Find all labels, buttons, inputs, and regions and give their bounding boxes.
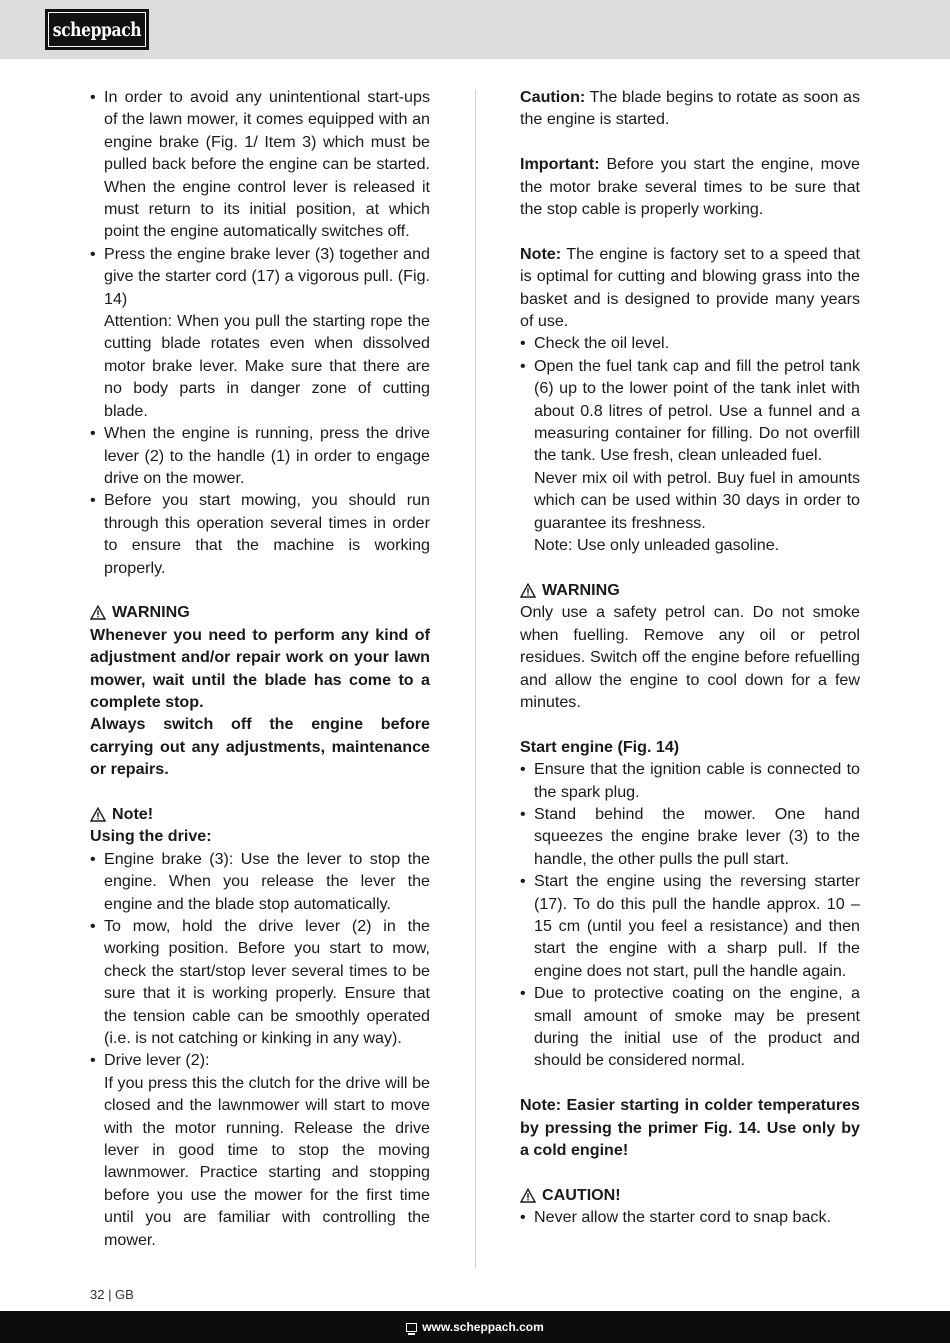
list-item: • Check the oil level. [520, 332, 860, 354]
section-heading: Using the drive: [90, 827, 212, 846]
caution-paragraph [520, 86, 860, 131]
list-item: • Engine brake (3): Use the lever to stop the engine. When you release the lever the engine and the blade stop automatically. [90, 848, 430, 915]
warning-heading [90, 601, 430, 623]
list-item: • Drive lever (2): [90, 1049, 430, 1071]
note-label: Note: [520, 244, 562, 263]
start-engine-list [520, 758, 860, 1072]
warning-triangle-icon [520, 583, 536, 598]
warning-text: Whenever you need to perform any kind of adjustment and/or repair work on your lawn mower, wait until the blade has come to a complete stop. [90, 625, 430, 711]
list-item: • Ensure that the ignition cable is connected to the spark plug. [520, 758, 860, 803]
caution-list [520, 1206, 860, 1228]
logo-text: scheppach [52, 18, 142, 41]
list-item: • In order to avoid any unintentional start-ups of the lawn mower, it comes equipped with an engine brake (Fig. 1/ Item 3) which must be pulled back before the engine can be started. When the engine control lever is released it must return to its initial position, at which point the engine automatically switches off. [90, 86, 430, 243]
warning-text: Always switch off the engine before carrying out any adjustments, maintenance or repairs. [90, 715, 430, 779]
important-paragraph [520, 153, 860, 220]
warning-heading [520, 579, 860, 601]
header-band [0, 0, 950, 59]
footer-link[interactable] [406, 1320, 544, 1334]
warning-triangle-icon [90, 807, 106, 822]
list-item: • Open the fuel tank cap and fill the petrol tank (6) up to the lower point of the tank inlet with about 0.8 litres of petrol. Use a funnel and a measuring container for filling. Do not overfill the tank. Use fresh, clean unleaded fuel. [520, 355, 860, 467]
caution-text: The blade begins to rotate as soon as the engine is started. [520, 88, 860, 129]
caution-heading [520, 1184, 860, 1206]
warning-text: Only use a safety petrol can. Do not smoke when fuelling. Remove any oil or petrol residues. Switch off the engine before refuelling and allow the engine to cool down for a few minutes. [520, 603, 860, 711]
important-text: Before you start the engine, move the motor brake several times to be sure that the stop cable is properly working. [520, 155, 860, 219]
caution-title: CAUTION! [542, 1185, 621, 1204]
important-label: Important: [520, 155, 600, 174]
fuel-bullet-list [520, 332, 860, 466]
right-column [520, 86, 860, 1229]
cold-start-note: Note: Easier starting in colder temperatures by pressing the primer Fig. 14. Use only by a cold engine! [520, 1096, 860, 1160]
footer-band [0, 1311, 950, 1343]
logo-frame [48, 12, 146, 47]
section-heading: Start engine (Fig. 14) [520, 737, 680, 756]
warning-triangle-icon [520, 1188, 536, 1203]
warning-title: WARNING [112, 603, 190, 622]
left-column [90, 86, 430, 1251]
list-item: • Before you start mowing, you should run through this operation several times in order to ensure that the machine is working properly. [90, 489, 430, 579]
note-heading [90, 803, 430, 825]
list-item: • Stand behind the mower. One hand squeezes the engine brake lever (3) to the handle, the other pulls the pull start. [520, 803, 860, 870]
caution-label: Caution: [520, 88, 586, 106]
note-paragraph [520, 243, 860, 333]
warning-triangle-icon [90, 605, 106, 620]
drive-lever-text: If you press this the clutch for the drive will be closed and the lawnmower will start to move with the motor running. Release the drive lever in good time to stop the moving lawnmower. Practice starting and stopping before you use the mower for the first time until you are familiar with controlling the mower. [104, 1073, 430, 1249]
unleaded-note: Note: Use only unleaded gasoline. [534, 536, 780, 555]
list-item: • To mow, hold the drive lever (2) in the working position. Before you start to mow, check the start/stop lever several times to be sure that it is working properly. Ensure that the tension cable can be smoothly operated (i.e. is not catching or kinking in any way). [90, 915, 430, 1049]
using-drive-list [90, 848, 430, 1072]
list-item: • Never allow the starter cord to snap back. [520, 1206, 860, 1228]
note-title: Note! [112, 804, 154, 823]
attention-text: Attention: When you pull the starting rope the cutting blade rotates even when dissolved motor brake lever. Make sure that there are no body parts in danger zone of cutting blade. [104, 312, 430, 420]
drive-bullet-list [90, 422, 430, 579]
intro-bullet-list [90, 86, 430, 310]
page-number: 32 | GB [90, 1287, 134, 1302]
list-item: • Start the engine using the reversing starter (17). To do this pull the handle approx. 10 – 15 cm (until you feel a resistance) and then start the engine with a sharp pull. If the engine does not start, pull the handle again. [520, 870, 860, 982]
warning-title: WARNING [542, 580, 620, 599]
list-item: • When the engine is running, press the drive lever (2) to the handle (1) in order to engage drive on the mower. [90, 422, 430, 489]
list-item: • Due to protective coating on the engine, a small amount of smoke may be present during the initial use of the product and should be considered normal. [520, 982, 860, 1072]
scheppach-logo [45, 9, 149, 50]
column-divider [475, 90, 476, 1268]
website-url[interactable]: www.scheppach.com [422, 1320, 544, 1334]
never-mix-text: Never mix oil with petrol. Buy fuel in amounts which can be used within 30 days in order to guarantee its freshness. [534, 468, 860, 532]
monitor-icon [406, 1323, 417, 1332]
list-item: • Press the engine brake lever (3) together and give the starter cord (17) a vigorous pull. (Fig. 14) [90, 243, 430, 310]
note-text: The engine is factory set to a speed that is optimal for cutting and blowing grass into the basket and is designed to provide many years of use. [520, 244, 860, 331]
